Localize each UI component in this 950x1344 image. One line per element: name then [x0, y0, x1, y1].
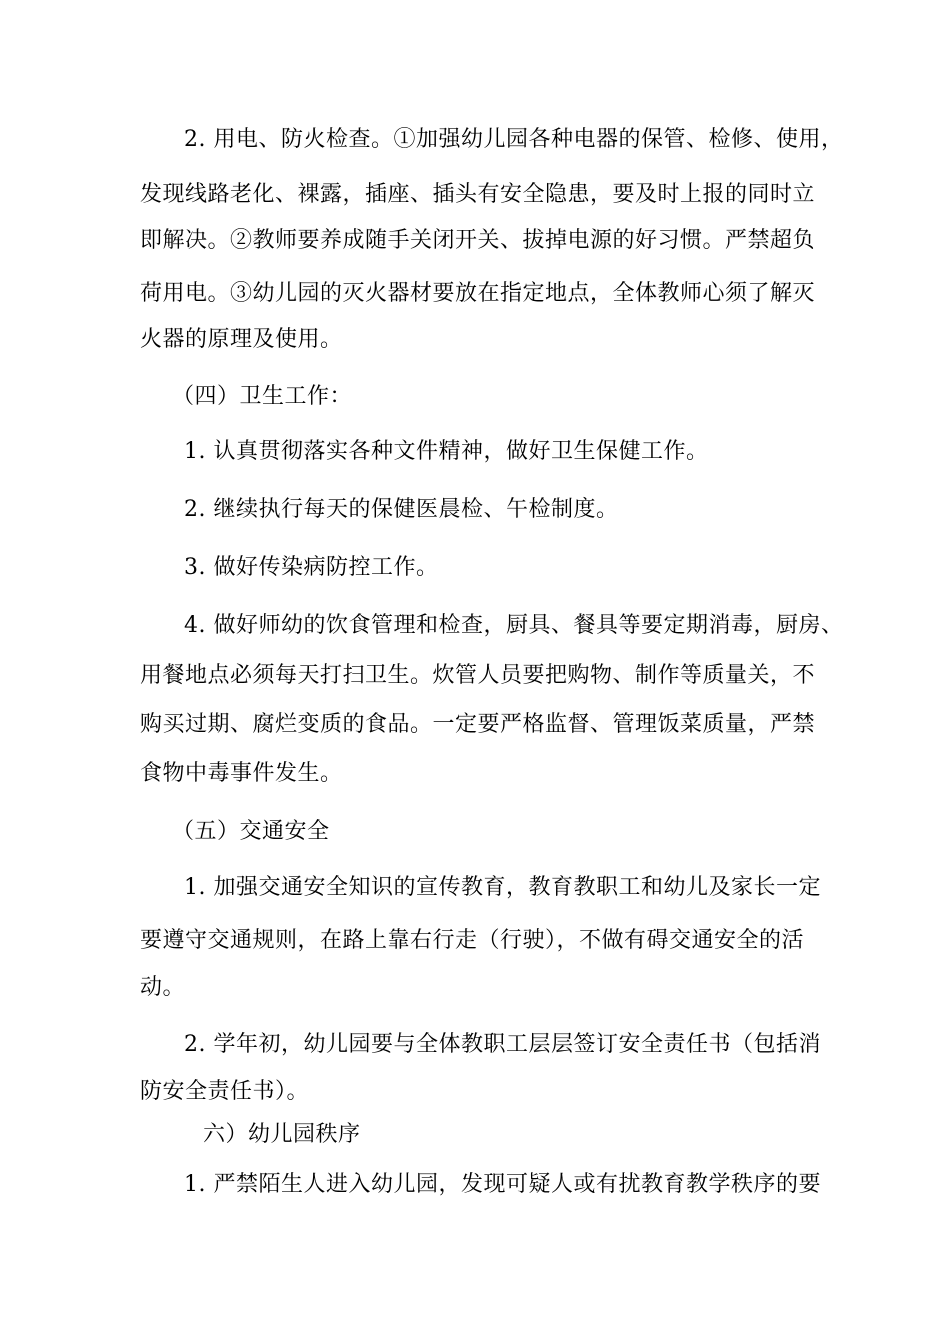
- paragraph-line: 购买过期、腐烂变质的食品。一定要严格监督、管理饭菜质量，严禁: [140, 712, 816, 737]
- paragraph-line: 食物中毒事件发生。: [140, 761, 343, 786]
- paragraph-line: 1. 严禁陌生人进入幼儿园，发现可疑人或有扰教育教学秩序的要: [184, 1172, 821, 1197]
- paragraph-line: 荷用电。③幼儿园的灭火器材要放在指定地点，全体教师心须了解灭: [140, 281, 816, 306]
- paragraph-line: 要遵守交通规则，在路上靠右行走（行驶），不做有碍交通安全的活: [140, 928, 805, 953]
- list-item: 2. 继续执行每天的保健医晨检、午检制度。: [184, 497, 619, 522]
- section-heading: 六）幼儿园秩序: [203, 1122, 361, 1147]
- section-heading: （四）卫生工作：: [172, 384, 353, 409]
- paragraph-line: 用餐地点必须每天打扫卫生。炊管人员要把购物、制作等质量关，不: [140, 663, 816, 688]
- section-heading: （五）交通安全: [172, 819, 330, 844]
- paragraph-line: 2. 学年初，幼儿园要与全体教职工层层签订安全责任书（包括消: [184, 1032, 821, 1057]
- paragraph-line: 动。: [140, 975, 186, 1000]
- paragraph-line: 1. 加强交通安全知识的宣传教育，教育教职工和幼儿及家长一定: [184, 875, 821, 900]
- paragraph-line: 4. 做好师幼的饮食管理和检查，厨具、餐具等要定期消毒，厨房、: [184, 613, 844, 638]
- paragraph-line: 发现线路老化、裸露，插座、插头有安全隐患，要及时上报的同时立: [140, 182, 816, 207]
- list-item: 1. 认真贯彻落实各种文件精神，做好卫生保健工作。: [184, 439, 709, 464]
- paragraph-line: 2. 用电、防火检查。①加强幼儿园各种电器的保管、检修、使用，: [184, 127, 844, 152]
- list-item: 3. 做好传染病防控工作。: [184, 555, 439, 580]
- paragraph-line: 火器的原理及使用。: [140, 327, 343, 352]
- paragraph-line: 防安全责任书）。: [140, 1079, 310, 1104]
- paragraph-line: 即解决。②教师要养成随手关闭开关、拔掉电源的好习惯。严禁超负: [140, 228, 816, 253]
